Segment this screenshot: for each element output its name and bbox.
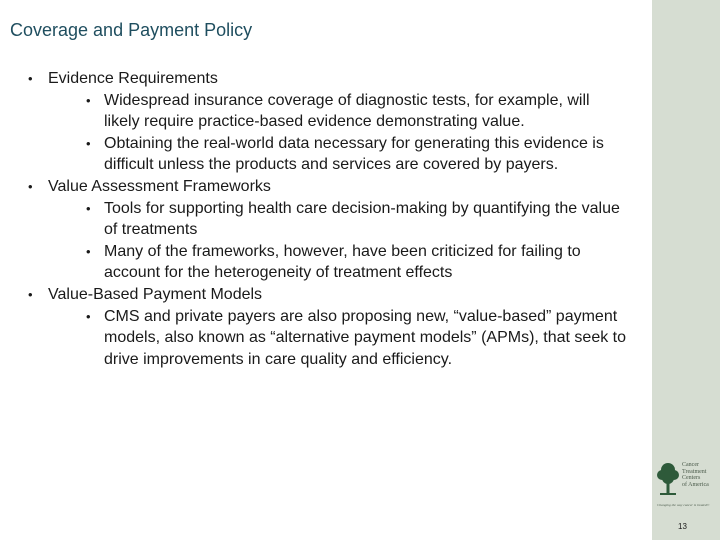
sub-bullet-item: • Tools for supporting health care decision-making by quantifying the value of treatments: [86, 198, 628, 241]
tree-icon: [655, 460, 681, 500]
sub-bullet-item: • Widespread insurance coverage of diagnostic tests, for example, will likely require practice-based evidence demonstrating value.: [86, 90, 628, 133]
logo-name: Cancer Treatment Centers of America: [682, 462, 709, 488]
sub-bullet-list: [48, 306, 628, 371]
sidebar-panel: [652, 0, 720, 540]
sub-bullet-item: • Many of the frameworks, however, have been criticized for failing to account for the heterogeneity of treatment effects: [86, 241, 628, 284]
bullet-item: [28, 68, 628, 176]
logo-tagline: Changing the way cancer is treated®: [657, 503, 710, 507]
bullet-text: Value-Based Payment Models: [48, 285, 263, 303]
page-number: 13: [678, 522, 687, 531]
bullet-item: [28, 176, 628, 284]
slide-title: Coverage and Payment Policy: [10, 20, 253, 40]
slide-body: [28, 68, 628, 370]
sub-bullet-item: • Obtaining the real-world data necessary for generating this evidence is difficult unless the products and services are covered by payers.: [86, 133, 628, 176]
sub-bullet-list: [48, 90, 628, 176]
ctca-logo: [655, 460, 717, 510]
sub-bullet-list: [48, 198, 628, 284]
bullet-text: Value Assessment Frameworks: [48, 177, 271, 195]
bullet-text: Evidence Requirements: [48, 70, 218, 87]
sub-bullet-item: • CMS and private payers are also proposing new, “value-based” payment models, also known as “alternative payment models” (APMs), that seek to drive improvements in care quality and efficiency.: [86, 306, 628, 371]
bullet-list: [28, 68, 628, 370]
bullet-item: [28, 284, 628, 370]
